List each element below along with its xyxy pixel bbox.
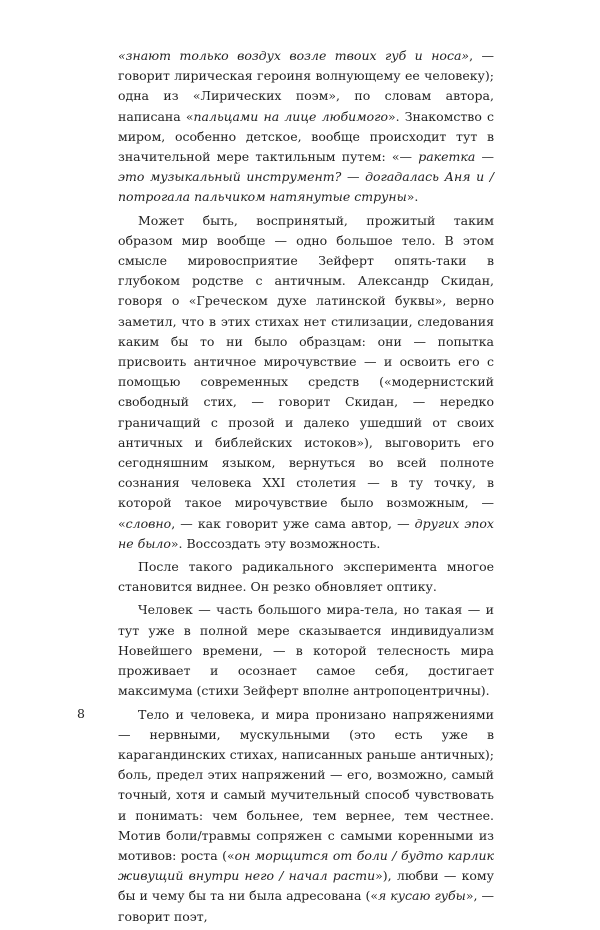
italic-quote: он морщится от боли / будто карлик живущий внутри него / начал расти	[118, 847, 494, 884]
text-run: ». Воссоздать эту возможность.	[170, 535, 381, 551]
text-run: », — говорит поэт,	[118, 888, 494, 924]
italic-quote: других эпох не было	[118, 515, 494, 551]
body-text	[118, 46, 494, 930]
paragraph	[118, 211, 494, 554]
paragraph	[118, 557, 494, 597]
paragraph	[118, 46, 494, 208]
italic-quote: «знают только воздух возле твоих губ и носа»	[118, 48, 470, 63]
text-run: После такого радикального эксперимента многое становится виднее. Он резко обновляет оптику.	[118, 559, 494, 595]
text-run: ».	[406, 189, 419, 205]
italic-quote: я кусаю губы	[377, 888, 466, 904]
italic-quote: словно	[125, 515, 172, 531]
text-run: , — говорит лирическая героиня волнующему ее человеку); одна из «Лирических поэм», по словам автора, написана «	[118, 48, 494, 124]
paragraph	[118, 600, 494, 701]
italic-quote: — ракетка — это музыкальный инструмент? — догадалась Аня и / потрогала пальчиком натянутые струны	[118, 149, 494, 205]
text-run: Человек — часть большого мира-тела, но такая — и тут уже в полной мере сказывается индивидуализм Новейшего времени, — в которой телесность мира проживает и осознает самое себя, достигает максимума (стихи Зейферт вполне антропоцентричны).	[118, 602, 494, 699]
text-run: ». Знакомство с миром, особенно детское, вообще происходит тут в значительной мере тактильным путем: «	[118, 108, 494, 165]
text-run: »), любви — кому бы и чему бы та ни была адресована («	[118, 868, 494, 904]
italic-quote: пальцами на лице любимого	[193, 108, 388, 124]
text-run: , — как говорит уже сама автор, —	[171, 515, 415, 531]
page-number: 8	[77, 706, 85, 721]
text-run: Тело и человека, и мира пронизано напряжениями — нервными, мускульными (это есть уже в карагандинских стихах, написанных раньше античных); боль, предел этих напряжений — его, возможно, самый точный, хотя и самый мучительный способ чувствовать и понимать: чем больнее, тем вернее, тем честнее. Мотив боли/травмы сопряжен с самыми коренными из мотивов: роста («	[118, 706, 494, 863]
text-run: Может быть, воспринятый, прожитый таким образом мир вообще — одно большое тело. В этом смысле мировосприятие Зейферт опять-таки в глубоком родстве с античным. Александр Скидан, говоря о «Греческом духе латинской буквы», верно заметил, что в этих стихах нет стилизации, следования каким бы то ни было образцам: они — попытка присвоить античное мирочувствие — и освоить его с помощью современных средств («модернистский свободный стих, — говорит Скидан, — нередко граничащий с прозой и далеко ушедший от своих античных и библейских истоков»), выговорить его сегодняшним языком, вернуться во всей полноте сознания человека XXI столетия — в ту точку, в которой такое мирочувствие было возможным, — «	[118, 212, 494, 531]
paragraph	[118, 705, 494, 927]
